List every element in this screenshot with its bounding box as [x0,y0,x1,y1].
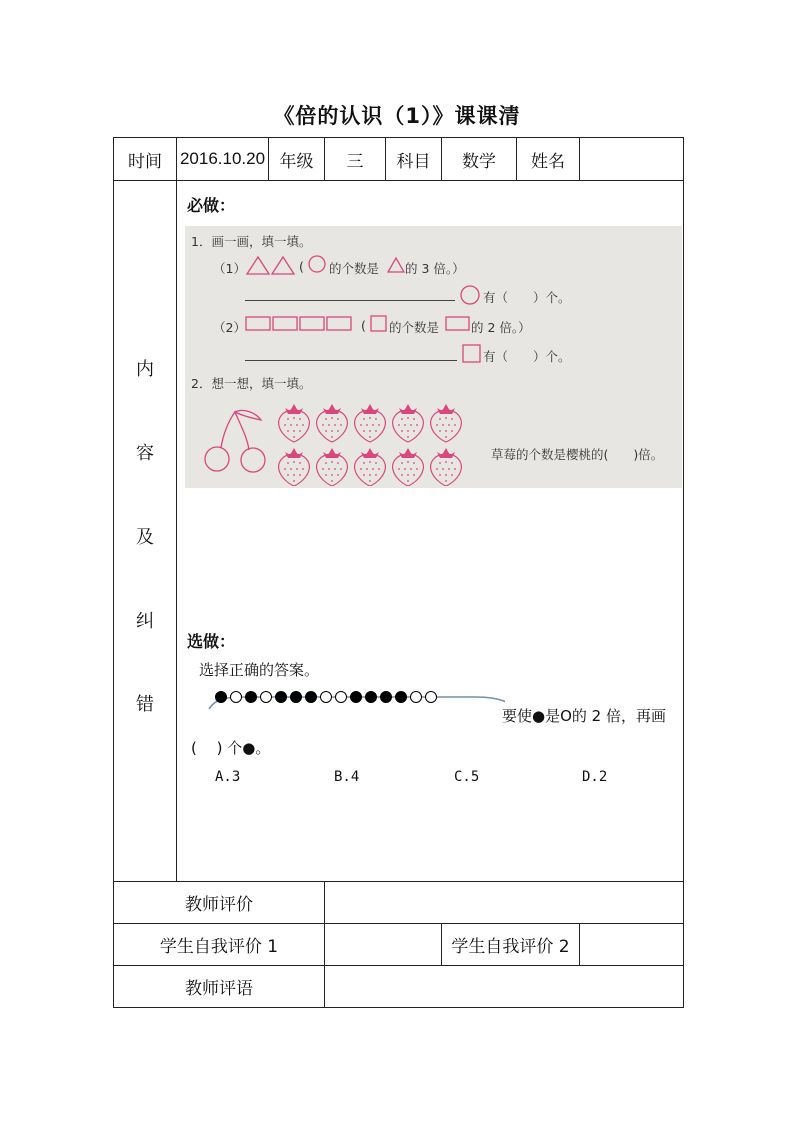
squares-icon [245,315,353,333]
side-char: 容 [136,443,154,464]
optional-line-1: 要使●是O的 2 倍，再画 [502,707,666,725]
grade-label: 年级 [269,138,325,181]
black-bead [306,692,317,703]
rectangle-icon [445,316,471,332]
white-bead [426,692,437,703]
q1-2-text: 的个数是 [389,320,440,335]
time-value: 2016.10.20 [177,138,269,181]
white-bead [261,692,272,703]
name-label: 姓名 [517,138,580,181]
black-bead [246,692,257,703]
teacher-eval-field[interactable] [325,882,684,924]
black-bead [216,692,227,703]
strawberry-icon [317,404,348,442]
side-char: 及 [136,527,154,548]
circle-icon [459,284,481,306]
strawberry-icon [393,404,424,442]
page-title: 《倍的认识（1）》课课清 [273,104,521,128]
strawberry-icon [317,448,348,486]
side-char: 纠 [136,611,154,632]
answer-line[interactable] [245,300,455,301]
question-2: 2．想一想，填一填。 [191,376,312,391]
question-1: 1．画一画，填一填。 [191,234,312,249]
strawberry-icon [431,404,462,442]
black-bead [276,692,287,703]
white-bead [231,692,242,703]
triangles-icon [245,254,297,276]
cherries-icon [199,406,269,474]
time-label: 时间 [114,138,177,181]
strawberry-icon [355,448,386,486]
self-eval-1-field[interactable] [325,924,442,966]
q1-1-number: （1） [213,261,246,276]
black-bead [351,692,362,703]
q1-1-blank: 有（ ）个。 [483,290,571,305]
optional-question: 选择正确的答案。 [199,661,320,679]
optional-heading: 选做： [187,632,236,651]
required-heading: 必做： [187,196,236,215]
strawberries-group [275,398,465,486]
square-icon [369,314,389,334]
teacher-comment-field[interactable] [325,966,684,1008]
subject-label: 科目 [386,138,442,181]
white-bead [336,692,347,703]
q1-1-text: 的个数是 [329,261,380,276]
q1-2-number: （2） [213,320,246,335]
black-bead [381,692,392,703]
teacher-eval-label: 教师评价 [114,882,325,924]
choice-d[interactable]: D.2 [582,769,608,785]
black-bead [366,692,377,703]
choice-c[interactable]: C.5 [454,769,480,785]
strawberry-icon [393,448,424,486]
strawberry-icon [355,404,386,442]
black-bead [396,692,407,703]
required-exercise-photo: 1．画一画，填一填。 （1） ( 的个数是 的 3 倍。） 有（ ）个。 （2） ( 的个数是 的 2 倍。） 有（ ）个。 2．想一想，填一填。 草莓的个数是樱桃的( )倍。 [185,226,682,488]
self-eval-1-label: 学生自我评价 1 [114,924,325,966]
choice-b[interactable]: B.4 [334,769,360,785]
q1-1-text2: 的 3 倍。） [405,261,465,276]
self-eval-2-label: 学生自我评价 2 [442,924,580,966]
black-bead [291,692,302,703]
strawberry-icon [279,448,310,486]
side-column [114,181,177,882]
self-eval-2-field[interactable] [580,924,684,966]
choice-a[interactable]: A.3 [215,769,241,785]
side-char: 内 [136,359,154,380]
content-cell [177,181,684,882]
square-icon [461,343,483,365]
side-char: 错 [136,694,154,715]
strawberry-icon [431,448,462,486]
subject-value: 数学 [442,138,517,181]
optional-line-2: ( ) 个●。 [191,739,271,757]
name-value[interactable] [580,138,684,181]
teacher-comment-label: 教师评语 [114,966,325,1008]
bead-string [205,685,505,719]
q1-2-blank: 有（ ）个。 [483,349,571,364]
grade-value: 三 [325,138,386,181]
triangle-icon [387,256,405,274]
answer-line[interactable] [245,360,457,361]
q1-2-text2: 的 2 倍。） [471,320,531,335]
strawberry-icon [279,404,310,442]
white-bead [321,692,332,703]
worksheet-table [113,137,684,1008]
white-bead [411,692,422,703]
q2-text: 草莓的个数是樱桃的( )倍。 [491,447,664,462]
circle-icon [307,254,327,274]
